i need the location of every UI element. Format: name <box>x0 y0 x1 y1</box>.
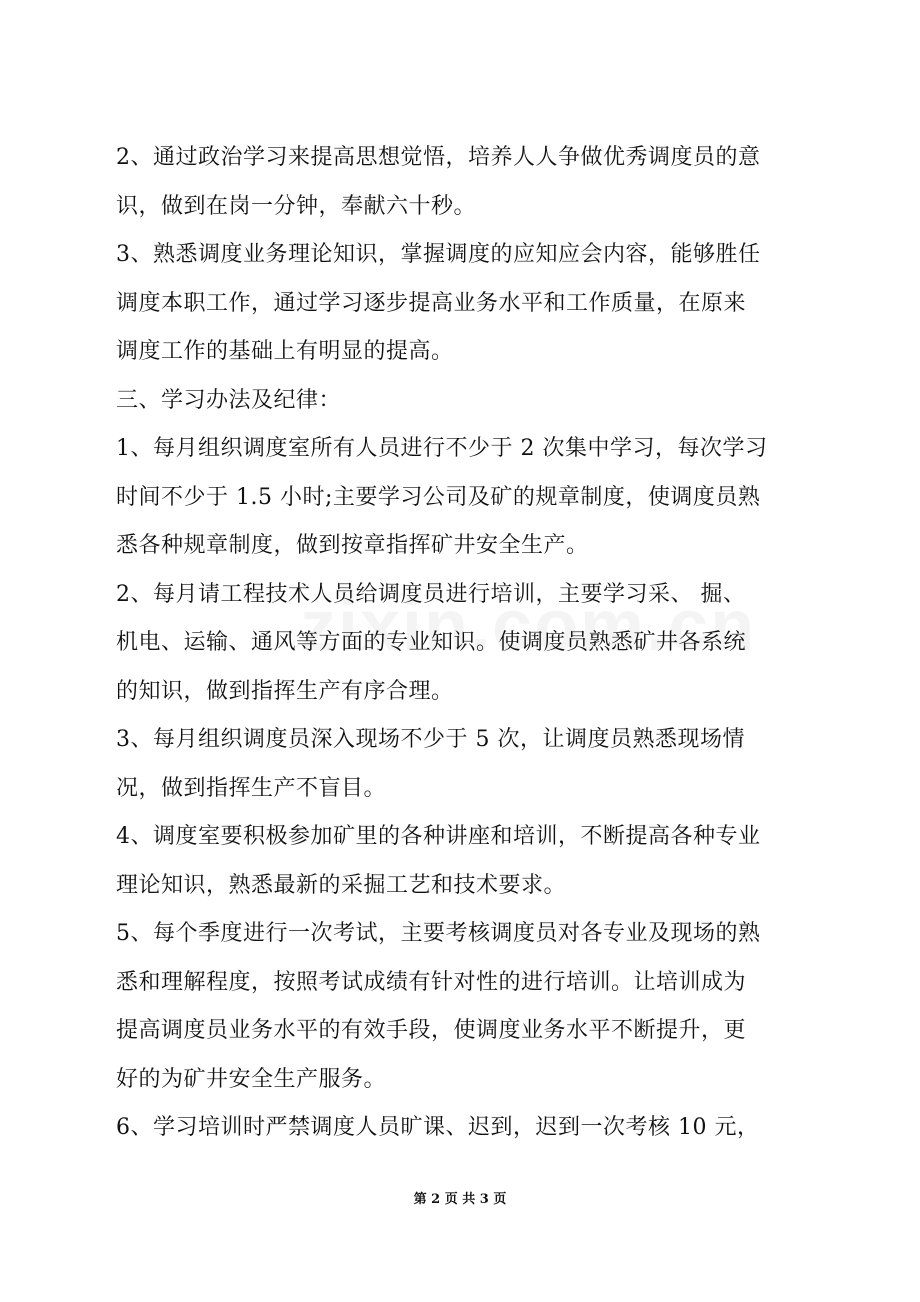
text-line: 3、熟悉调度业务理论知识，掌握调度的应知应会内容，能够胜任 <box>116 242 761 267</box>
document-body <box>116 134 816 1153</box>
text-line: 6、学习培训时严禁调度人员旷课、迟到，迟到一次考核 10 元， <box>116 1115 760 1140</box>
text-line: 识，做到在岗一分钟，奉献六十秒。 <box>116 193 477 219</box>
text-line: 2、通过政治学习来提高思想觉悟，培养人人争做优秀调度员的意 <box>116 145 761 170</box>
text-line: 调度本职工作，通过学习逐步提高业务水平和工作质量，在原来 <box>116 290 747 316</box>
text-line: 4、调度室要积极参加矿里的各种讲座和培训，不断提高各种专业 <box>116 824 761 849</box>
text-line: 况，做到指挥生产不盲目。 <box>116 775 387 801</box>
text-line: 好的为矿井安全生产服务。 <box>116 1066 387 1092</box>
text-line: 机电、运输、通风等方面的专业知识。使调度员熟悉矿井各系统 <box>116 630 747 655</box>
section-heading: 三、学习办法及纪律： <box>116 387 342 413</box>
page-number: 第 2 页 共 3 页 <box>413 1192 507 1207</box>
text-line: 悉各种规章制度，做到按章指挥矿井安全生产。 <box>116 533 589 558</box>
text-line: 2、每月请工程技术人员给调度员进行培训，主要学习采、 掘、 <box>116 581 746 607</box>
text-line: 5、每个季度进行一次考试，主要考核调度员对各专业及现场的熟 <box>116 921 761 946</box>
text-line: 时间不少于 1.5 小时;主要学习公司及矿的规章制度，使调度员熟 <box>116 484 761 510</box>
text-line: 的知识，做到指挥生产有序合理。 <box>116 678 454 704</box>
text-line: 理论知识，熟悉最新的采掘工艺和技术要求。 <box>116 872 567 898</box>
text-line: 提高调度员业务水平的有效手段，使调度业务水平不断提升，更 <box>116 1018 747 1043</box>
text-line: 3、每月组织调度员深入现场不少于 5 次，让调度员熟悉现场情 <box>116 727 745 752</box>
text-line: 悉和理解程度，按照考试成绩有针对性的进行培训。让培训成为 <box>116 969 747 995</box>
text-line: 调度工作的基础上有明显的提高。 <box>116 339 454 364</box>
text-line: 1、每月组织调度室所有人员进行不少于 2 次集中学习，每次学习 <box>116 436 768 461</box>
